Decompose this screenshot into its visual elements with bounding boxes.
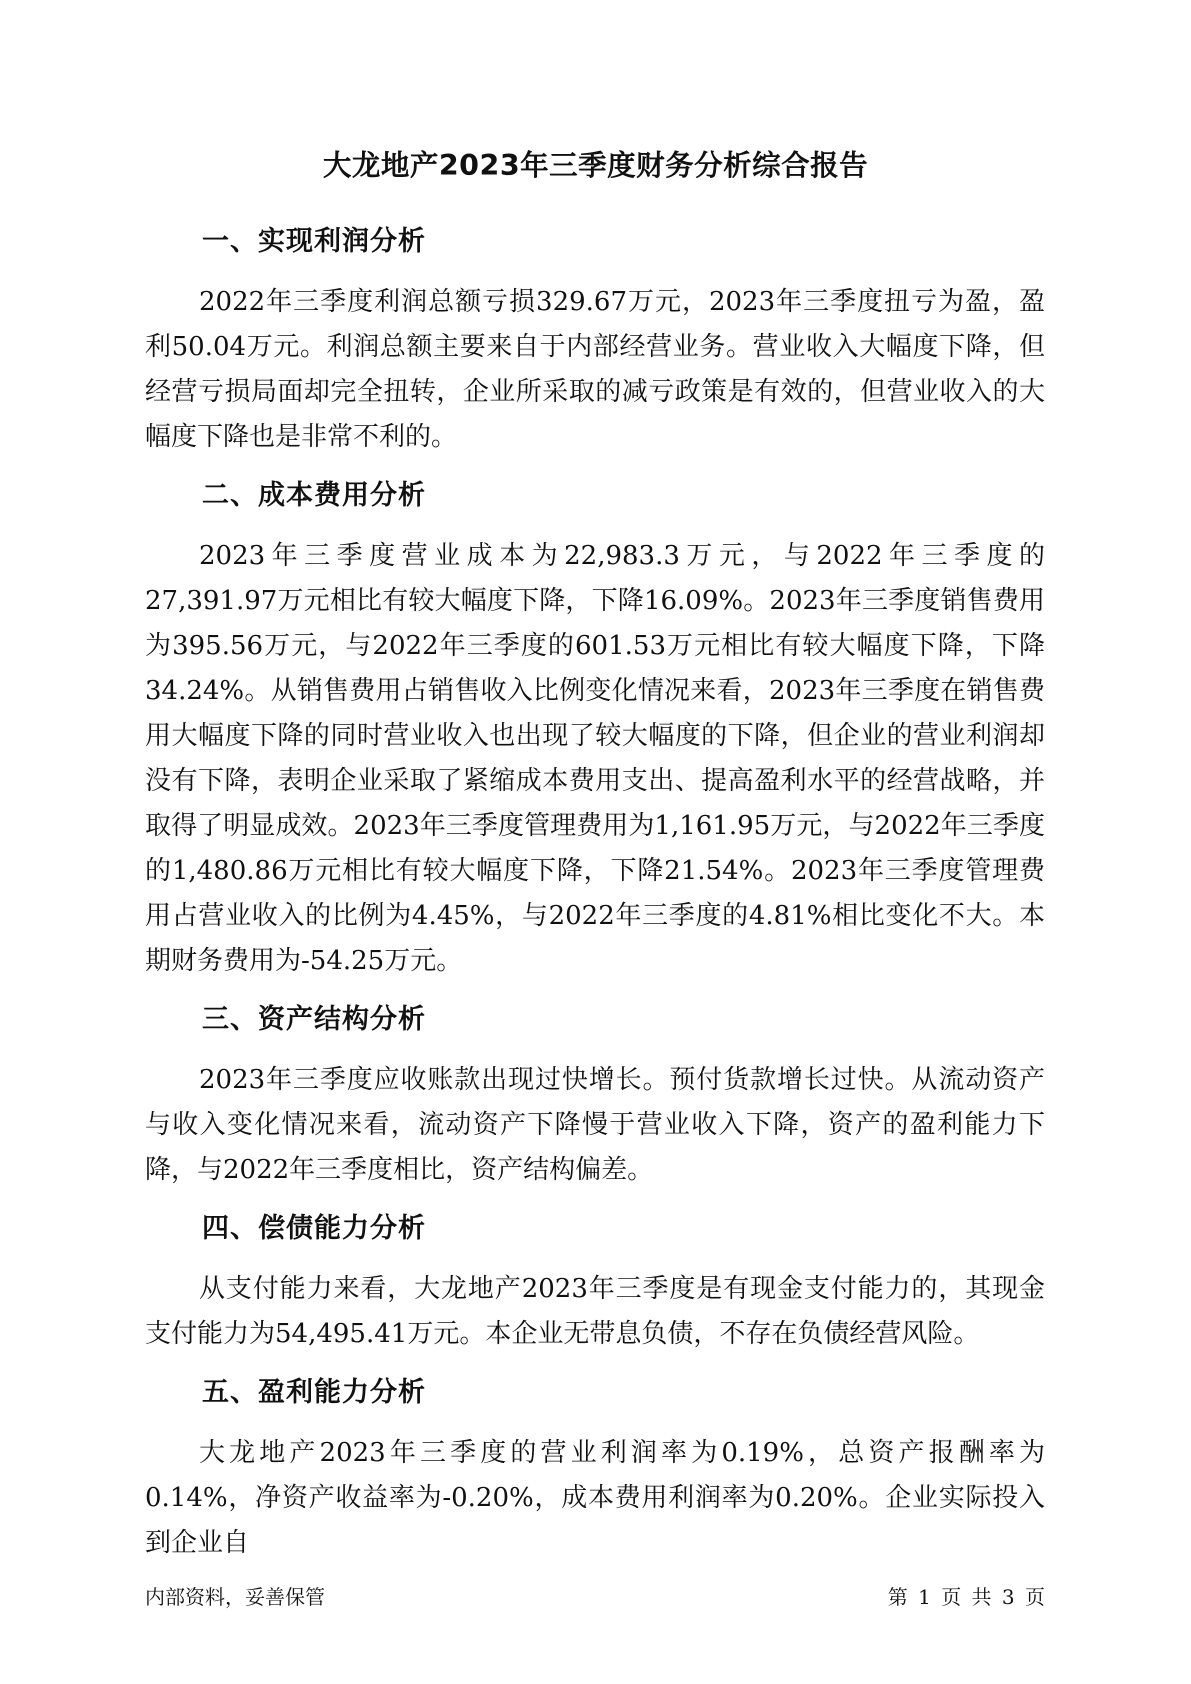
section-assets xyxy=(145,1000,1045,1193)
document-body xyxy=(145,222,1045,1582)
section-heading: 一、实现利润分析 xyxy=(202,226,426,257)
section-profit xyxy=(145,222,1045,460)
section-heading: 二、成本费用分析 xyxy=(202,480,426,511)
section-profitability xyxy=(145,1373,1045,1566)
footer-confidential-note: 内部资料，妥善保管 xyxy=(145,1585,325,1609)
section-paragraph: 2022年三季度利润总额亏损329.67万元，2023年三季度扭亏为盈，盈利50.04万元。利润总额主要来自于内部经营业务。营业收入大幅度下降，但经营亏损局面却完全扭转，企业所采取的减亏政策是有效的，但营业收入的大幅度下降也是非常不利的。 xyxy=(145,287,1045,452)
section-heading: 四、偿债能力分析 xyxy=(202,1213,426,1244)
section-heading: 五、盈利能力分析 xyxy=(202,1377,426,1408)
document-title: 大龙地产2023年三季度财务分析综合报告 xyxy=(322,149,869,182)
section-cost xyxy=(145,476,1045,984)
section-paragraph: 从支付能力来看，大龙地产2023年三季度是有现金支付能力的，其现金支付能力为54,495.41万元。本企业无带息负债，不存在负债经营风险。 xyxy=(145,1274,1045,1349)
section-heading: 三、资产结构分析 xyxy=(202,1004,426,1035)
section-solvency xyxy=(145,1209,1045,1357)
section-paragraph: 2023年三季度应收账款出现过快增长。预付货款增长过快。从流动资产与收入变化情况来看，流动资产下降慢于营业收入下降，资产的盈利能力下降，与2022年三季度相比，资产结构偏差。 xyxy=(145,1065,1045,1185)
section-paragraph: 大龙地产2023年三季度的营业利润率为0.19%，总资产报酬率为0.14%，净资产收益率为-0.20%，成本费用利润率为0.20%。企业实际投入到企业自 xyxy=(145,1438,1045,1558)
footer-page-number: 第 1 页 共 3 页 xyxy=(887,1585,1045,1609)
section-paragraph: 2023年三季度营业成本为22,983.3万元，与2022年三季度的27,391.97万元相比有较大幅度下降，下降16.09%。2023年三季度销售费用为395.56万元，与2022年三季度的601.53万元相比有较大幅度下降，下降34.24%。从销售费用占销售收入比例变化情况来看，2023年三季度在销售费用大幅度下降的同时营业收入也出现了较大幅度的下降，但企业的营业利润却没有下降，表明企业采取了紧缩成本费用支出、提高盈利水平的经营战略，并取得了明显成效。2023年三季度管理费用为1,161.95万元，与2022年三季度的1,480.86万元相比有较大幅度下降，下降21.54%。2023年三季度管理费用占营业收入的比例为4.45%，与2022年三季度的4.81%相比变化不大。本期财务费用为-54.25万元。 xyxy=(145,541,1045,976)
